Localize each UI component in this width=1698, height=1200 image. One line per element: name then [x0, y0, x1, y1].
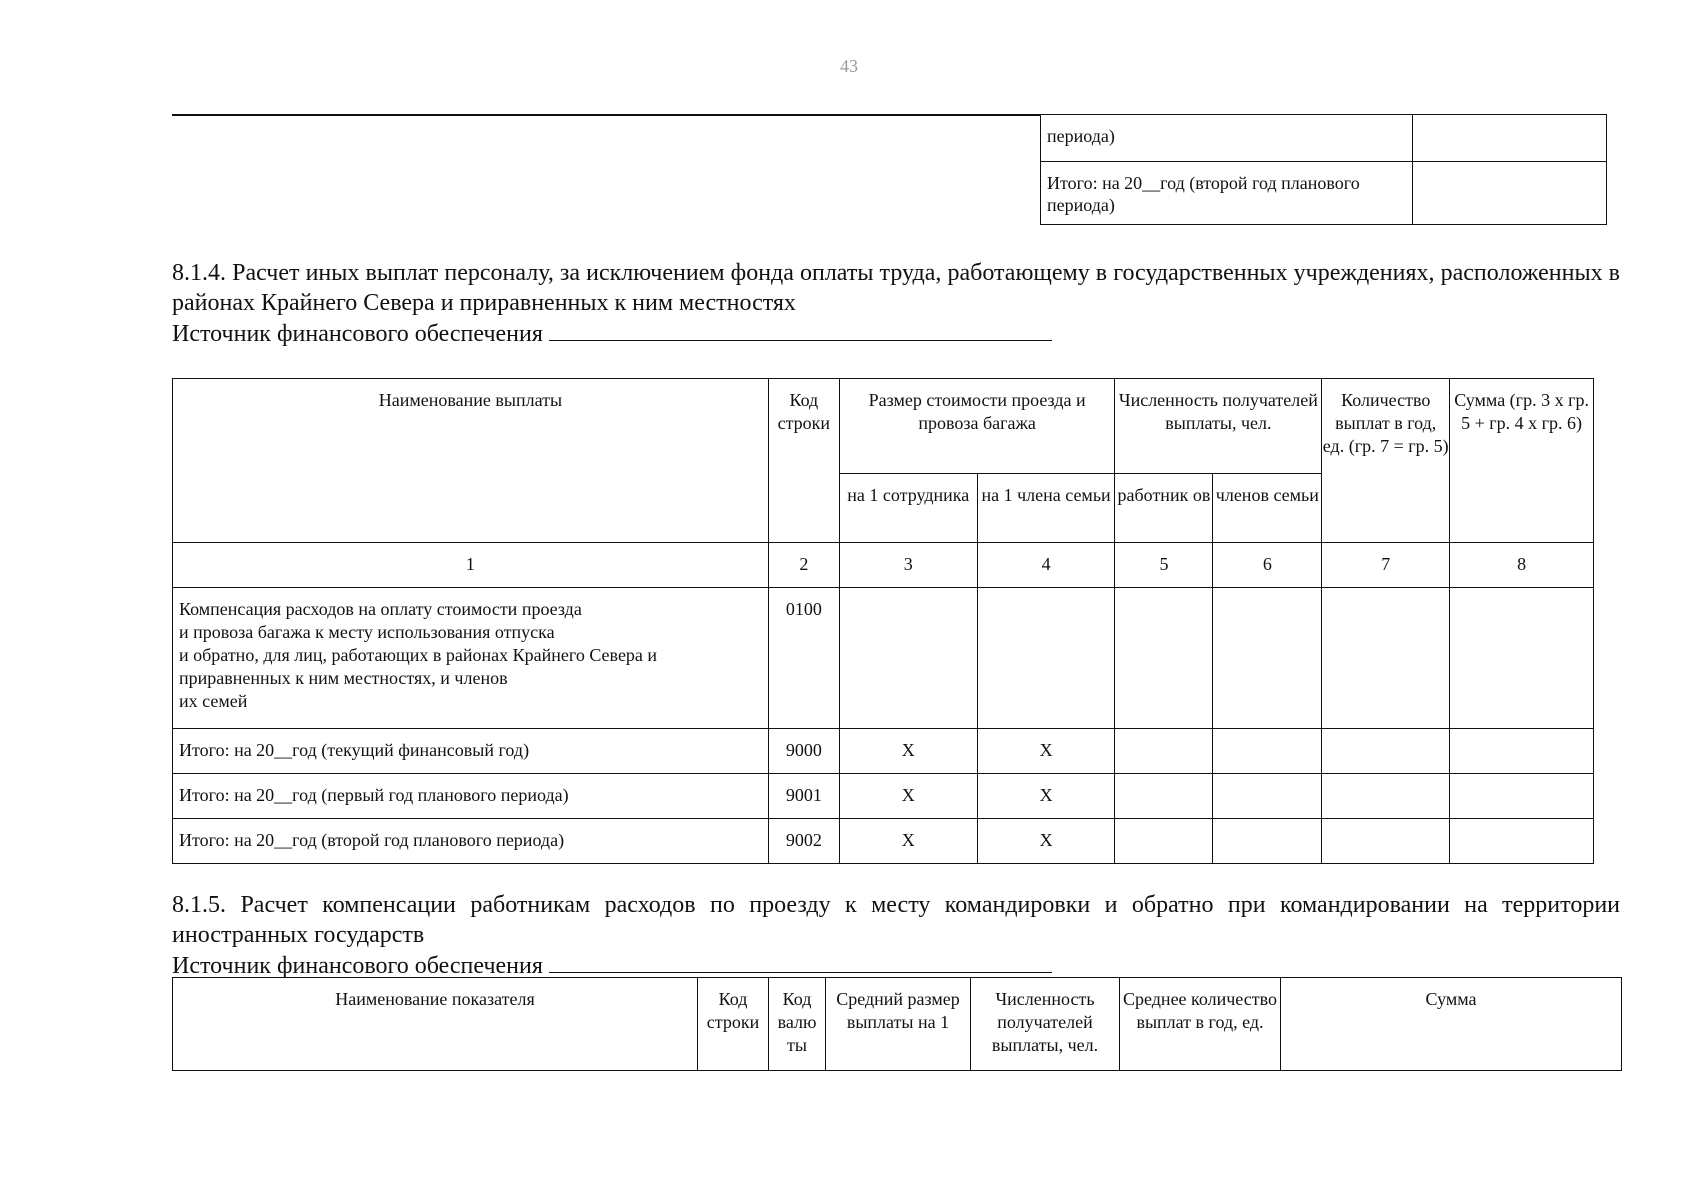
- header-count-family: членов семьи: [1213, 474, 1322, 543]
- input-cell[interactable]: [1115, 729, 1213, 774]
- section-title: Расчет иных выплат персоналу, за исключением фонда оплаты труда, работающему в государственных учреждениях, расположенных в районах Крайнего Севера и приравненных к ним местностях: [172, 260, 1621, 316]
- row-value: [1413, 115, 1607, 162]
- source-label: Источник финансового обеспечения: [172, 953, 543, 979]
- table-814: [172, 378, 1594, 864]
- row-label: периода): [1041, 115, 1413, 162]
- header-cost-employee: на 1 сотрудника: [839, 474, 977, 543]
- header-row: [173, 379, 1594, 474]
- input-cell[interactable]: [839, 588, 977, 729]
- header-cost-family: на 1 члена семьи: [977, 474, 1115, 543]
- table-row: [1041, 162, 1607, 225]
- input-cell[interactable]: [1213, 588, 1322, 729]
- header-count-workers: работник ов: [1115, 474, 1213, 543]
- total-code: 9001: [768, 774, 839, 819]
- main-row-code: 0100: [768, 588, 839, 729]
- header-recipients: Численность получателей выплаты, чел.: [971, 978, 1120, 1071]
- column-number-row: [173, 543, 1594, 588]
- label-line: приравненных к ним местностях, и членов: [179, 668, 508, 688]
- column-number: 7: [1322, 543, 1450, 588]
- input-cell[interactable]: [1115, 819, 1213, 864]
- header-currency: Код валю ты: [769, 978, 826, 1071]
- input-cell[interactable]: [1450, 588, 1594, 729]
- cross-mark: X: [839, 774, 977, 819]
- header-avg-payment: Средний размер выплаты на 1: [826, 978, 971, 1071]
- cross-mark: X: [977, 729, 1115, 774]
- cross-mark: X: [839, 729, 977, 774]
- section-815-heading: [172, 890, 1620, 950]
- section-title: Расчет компенсации работникам расходов по проезду к месту командировки и обратно при командировании на территории иностранных государств: [172, 892, 1621, 948]
- label-line: Компенсация расходов на оплату стоимости проезда: [179, 599, 582, 619]
- input-cell[interactable]: [1322, 588, 1450, 729]
- source-field[interactable]: [549, 318, 1052, 341]
- total-code: 9000: [768, 729, 839, 774]
- header-count-group: Численность получателей выплаты, чел.: [1115, 379, 1322, 474]
- header-payments: Количество выплат в год, ед. (гр. 7 = гр. 5): [1322, 379, 1450, 543]
- section-814-source: [172, 318, 1620, 349]
- cross-mark: X: [977, 774, 1115, 819]
- header-sum: Сумма (гр. 3 х гр. 5 + гр. 4 х гр. 6): [1450, 379, 1594, 543]
- input-cell[interactable]: [1450, 819, 1594, 864]
- header-code: Код строки: [768, 379, 839, 543]
- row-value: [1413, 162, 1607, 225]
- header-sum: Сумма: [1281, 978, 1622, 1071]
- total-row: [173, 819, 1594, 864]
- column-number: 6: [1213, 543, 1322, 588]
- column-number: 8: [1450, 543, 1594, 588]
- label-line: их семей: [179, 691, 248, 711]
- header-cost-group: Размер стоимости проезда и провоза багажа: [839, 379, 1115, 474]
- input-cell[interactable]: [1450, 729, 1594, 774]
- input-cell[interactable]: [1115, 774, 1213, 819]
- header-avg-count: Среднее количество выплат в год, ед.: [1120, 978, 1281, 1071]
- input-cell[interactable]: [1450, 774, 1594, 819]
- column-number: 5: [1115, 543, 1213, 588]
- main-row-label: [173, 588, 769, 729]
- input-cell[interactable]: [1213, 774, 1322, 819]
- total-code: 9002: [768, 819, 839, 864]
- input-cell[interactable]: [1115, 588, 1213, 729]
- total-row: [173, 774, 1594, 819]
- total-label: Итого: на 20__год (первый год планового периода): [173, 774, 769, 819]
- header-row: [173, 978, 1622, 1071]
- header-name: Наименование выплаты: [173, 379, 769, 543]
- table-row: [1041, 115, 1607, 162]
- source-label: Источник финансового обеспечения: [172, 321, 543, 347]
- section-number: 8.1.5.: [172, 892, 226, 918]
- label-line: и провоза багажа к месту использования отпуска: [179, 622, 555, 642]
- column-number: 2: [768, 543, 839, 588]
- section-814-heading: [172, 258, 1620, 318]
- label-line: и обратно, для лиц, работающих в районах Крайнего Севера и: [179, 645, 658, 665]
- input-cell[interactable]: [1213, 729, 1322, 774]
- input-cell[interactable]: [1322, 729, 1450, 774]
- table-row: [173, 588, 1594, 729]
- header-code: Код строки: [698, 978, 769, 1071]
- cross-mark: X: [839, 819, 977, 864]
- total-label: Итого: на 20__год (второй год планового периода): [173, 819, 769, 864]
- cross-mark: X: [977, 819, 1115, 864]
- input-cell[interactable]: [977, 588, 1115, 729]
- column-number: 3: [839, 543, 977, 588]
- table-815: [172, 977, 1622, 1071]
- continued-table: [1040, 114, 1607, 225]
- header-name: Наименование показателя: [173, 978, 698, 1071]
- top-divider: [172, 114, 1040, 116]
- page-number: 43: [840, 56, 858, 76]
- column-number: 4: [977, 543, 1115, 588]
- total-label: Итого: на 20__год (текущий финансовый год): [173, 729, 769, 774]
- column-number: 1: [173, 543, 769, 588]
- input-cell[interactable]: [1213, 819, 1322, 864]
- row-label: Итого: на 20__год (второй год планового периода): [1041, 162, 1413, 225]
- total-row: [173, 729, 1594, 774]
- input-cell[interactable]: [1322, 774, 1450, 819]
- source-field[interactable]: [549, 950, 1052, 973]
- section-number: 8.1.4.: [172, 260, 226, 286]
- input-cell[interactable]: [1322, 819, 1450, 864]
